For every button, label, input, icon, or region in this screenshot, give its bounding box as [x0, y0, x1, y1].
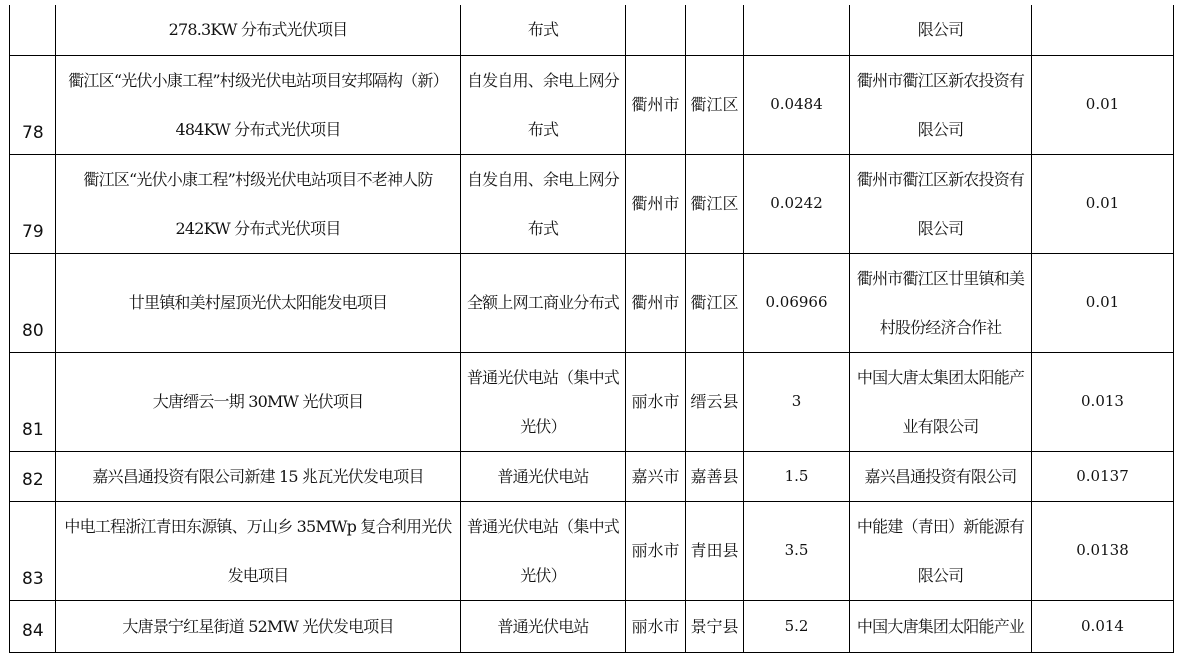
- capacity: [744, 5, 850, 55]
- cell-line: 中国大唐集团太阳能产业: [856, 616, 1025, 636]
- project-type: [461, 5, 626, 55]
- table-row: [10, 352, 1174, 451]
- cell-line: 普通光伏电站: [497, 466, 589, 486]
- project-name: [56, 352, 461, 451]
- cell-line: 布式: [527, 218, 559, 238]
- county: 青田县: [686, 501, 744, 600]
- city: 丽水市: [626, 352, 686, 451]
- row-number: 82: [10, 451, 56, 501]
- subsidy: 0.01: [1032, 55, 1174, 154]
- subsidy: 0.0138: [1032, 501, 1174, 600]
- table-row: [10, 154, 1174, 253]
- capacity: 0.0242: [744, 154, 850, 253]
- city: 丽水市: [626, 501, 686, 600]
- cell-line: 普通光伏电站: [497, 616, 589, 636]
- cell-line: 衢江区“光伏小康工程”村级光伏电站项目安邦隔构（新）: [68, 70, 448, 90]
- cell-line: 嘉兴昌通投资有限公司新建 15 兆瓦光伏发电项目: [92, 466, 424, 486]
- cell-line: 限公司: [917, 20, 964, 40]
- county: 衢江区: [686, 154, 744, 253]
- row-number: 78: [10, 55, 56, 154]
- row-number: 79: [10, 154, 56, 253]
- project-name: [56, 5, 461, 55]
- subsidy: 0.01: [1032, 253, 1174, 352]
- project-name: [56, 600, 461, 652]
- cell-line: 限公司: [917, 119, 964, 139]
- cell-line: 衢州市衢江区新农投资有: [856, 70, 1025, 90]
- company: [850, 55, 1032, 154]
- cell-line: 484KW 分布式光伏项目: [175, 119, 341, 139]
- company: [850, 451, 1032, 501]
- company: [850, 501, 1032, 600]
- county: 景宁县: [686, 600, 744, 652]
- cell-line: 光伏）: [520, 416, 566, 436]
- city: 嘉兴市: [626, 451, 686, 501]
- table-row: [10, 451, 1174, 501]
- cell-line: 村股份经济合作社: [879, 317, 1002, 337]
- subsidy: [1032, 5, 1174, 55]
- table-row: [10, 5, 1174, 55]
- cell-line: 限公司: [917, 218, 964, 238]
- table-row: [10, 600, 1174, 652]
- county: 缙云县: [686, 352, 744, 451]
- city: 衢州市: [626, 253, 686, 352]
- row-number: 81: [10, 352, 56, 451]
- cell-line: 中国大唐太集团太阳能产: [856, 367, 1025, 387]
- company: [850, 154, 1032, 253]
- capacity: 0.0484: [744, 55, 850, 154]
- table-row: [10, 501, 1174, 600]
- row-number: 83: [10, 501, 56, 600]
- cell-line: 大唐缙云一期 30MW 光伏项目: [152, 392, 364, 411]
- table-row: [10, 55, 1174, 154]
- cell-line: 自发自用、余电上网分: [466, 70, 619, 90]
- cell-line: 普通光伏电站（集中式: [466, 516, 619, 536]
- cell-line: 布式: [527, 119, 559, 139]
- project-name: [56, 253, 461, 352]
- cell-line: 衢州市衢江区新农投资有: [856, 169, 1025, 189]
- cell-line: 242KW 分布式光伏项目: [175, 218, 341, 238]
- city: [626, 5, 686, 55]
- project-type: [461, 501, 626, 600]
- cell-line: 嘉兴昌通投资有限公司: [864, 466, 1017, 486]
- project-name: [56, 451, 461, 501]
- project-type: [461, 451, 626, 501]
- capacity: 3: [744, 352, 850, 451]
- row-number: 80: [10, 253, 56, 352]
- cell-line: 普通光伏电站（集中式: [466, 367, 619, 387]
- cell-line: 光伏）: [520, 565, 566, 585]
- project-type: [461, 600, 626, 652]
- cell-line: 全额上网工商业分布式: [466, 293, 619, 312]
- cell-line: 业有限公司: [902, 416, 979, 436]
- city: 衢州市: [626, 55, 686, 154]
- project-table: [9, 5, 1174, 653]
- capacity: 3.5: [744, 501, 850, 600]
- company: [850, 352, 1032, 451]
- project-type: [461, 55, 626, 154]
- county: 衢江区: [686, 55, 744, 154]
- city: 衢州市: [626, 154, 686, 253]
- cell-line: 278.3KW 分布式光伏项目: [168, 20, 348, 40]
- subsidy: 0.013: [1032, 352, 1174, 451]
- project-type: [461, 154, 626, 253]
- cell-line: 大唐景宁红星街道 52MW 光伏发电项目: [122, 616, 394, 636]
- city: 丽水市: [626, 600, 686, 652]
- cell-line: 中能建（青田）新能源有: [856, 516, 1025, 536]
- table-row: [10, 253, 1174, 352]
- project-name: [56, 55, 461, 154]
- subsidy: 0.0137: [1032, 451, 1174, 501]
- county: 衢江区: [686, 253, 744, 352]
- cell-line: 布式: [527, 20, 559, 40]
- cell-line: 限公司: [917, 565, 964, 585]
- subsidy: 0.01: [1032, 154, 1174, 253]
- cell-line: 衢江区“光伏小康工程”村级光伏电站项目不老神人防: [83, 169, 433, 189]
- project-type: [461, 352, 626, 451]
- capacity: 1.5: [744, 451, 850, 501]
- cell-line: 中电工程浙江青田东源镇、万山乡 35MWp 复合利用光伏: [64, 516, 452, 536]
- table-body: [10, 5, 1174, 652]
- project-type: [461, 253, 626, 352]
- row-number: 84: [10, 600, 56, 652]
- company: [850, 253, 1032, 352]
- cell-line: 发电项目: [227, 565, 289, 585]
- subsidy: 0.014: [1032, 600, 1174, 652]
- capacity: 5.2: [744, 600, 850, 652]
- project-name: [56, 501, 461, 600]
- cell-line: 自发自用、余电上网分: [466, 169, 619, 189]
- county: 嘉善县: [686, 451, 744, 501]
- cell-line: 衢州市衢江区廿里镇和美: [856, 268, 1025, 288]
- company: [850, 600, 1032, 652]
- cell-line: 廿里镇和美村屋顶光伏太阳能发电项目: [128, 293, 388, 312]
- company: [850, 5, 1032, 55]
- row-number: [10, 5, 56, 55]
- county: [686, 5, 744, 55]
- project-name: [56, 154, 461, 253]
- capacity: 0.06966: [744, 253, 850, 352]
